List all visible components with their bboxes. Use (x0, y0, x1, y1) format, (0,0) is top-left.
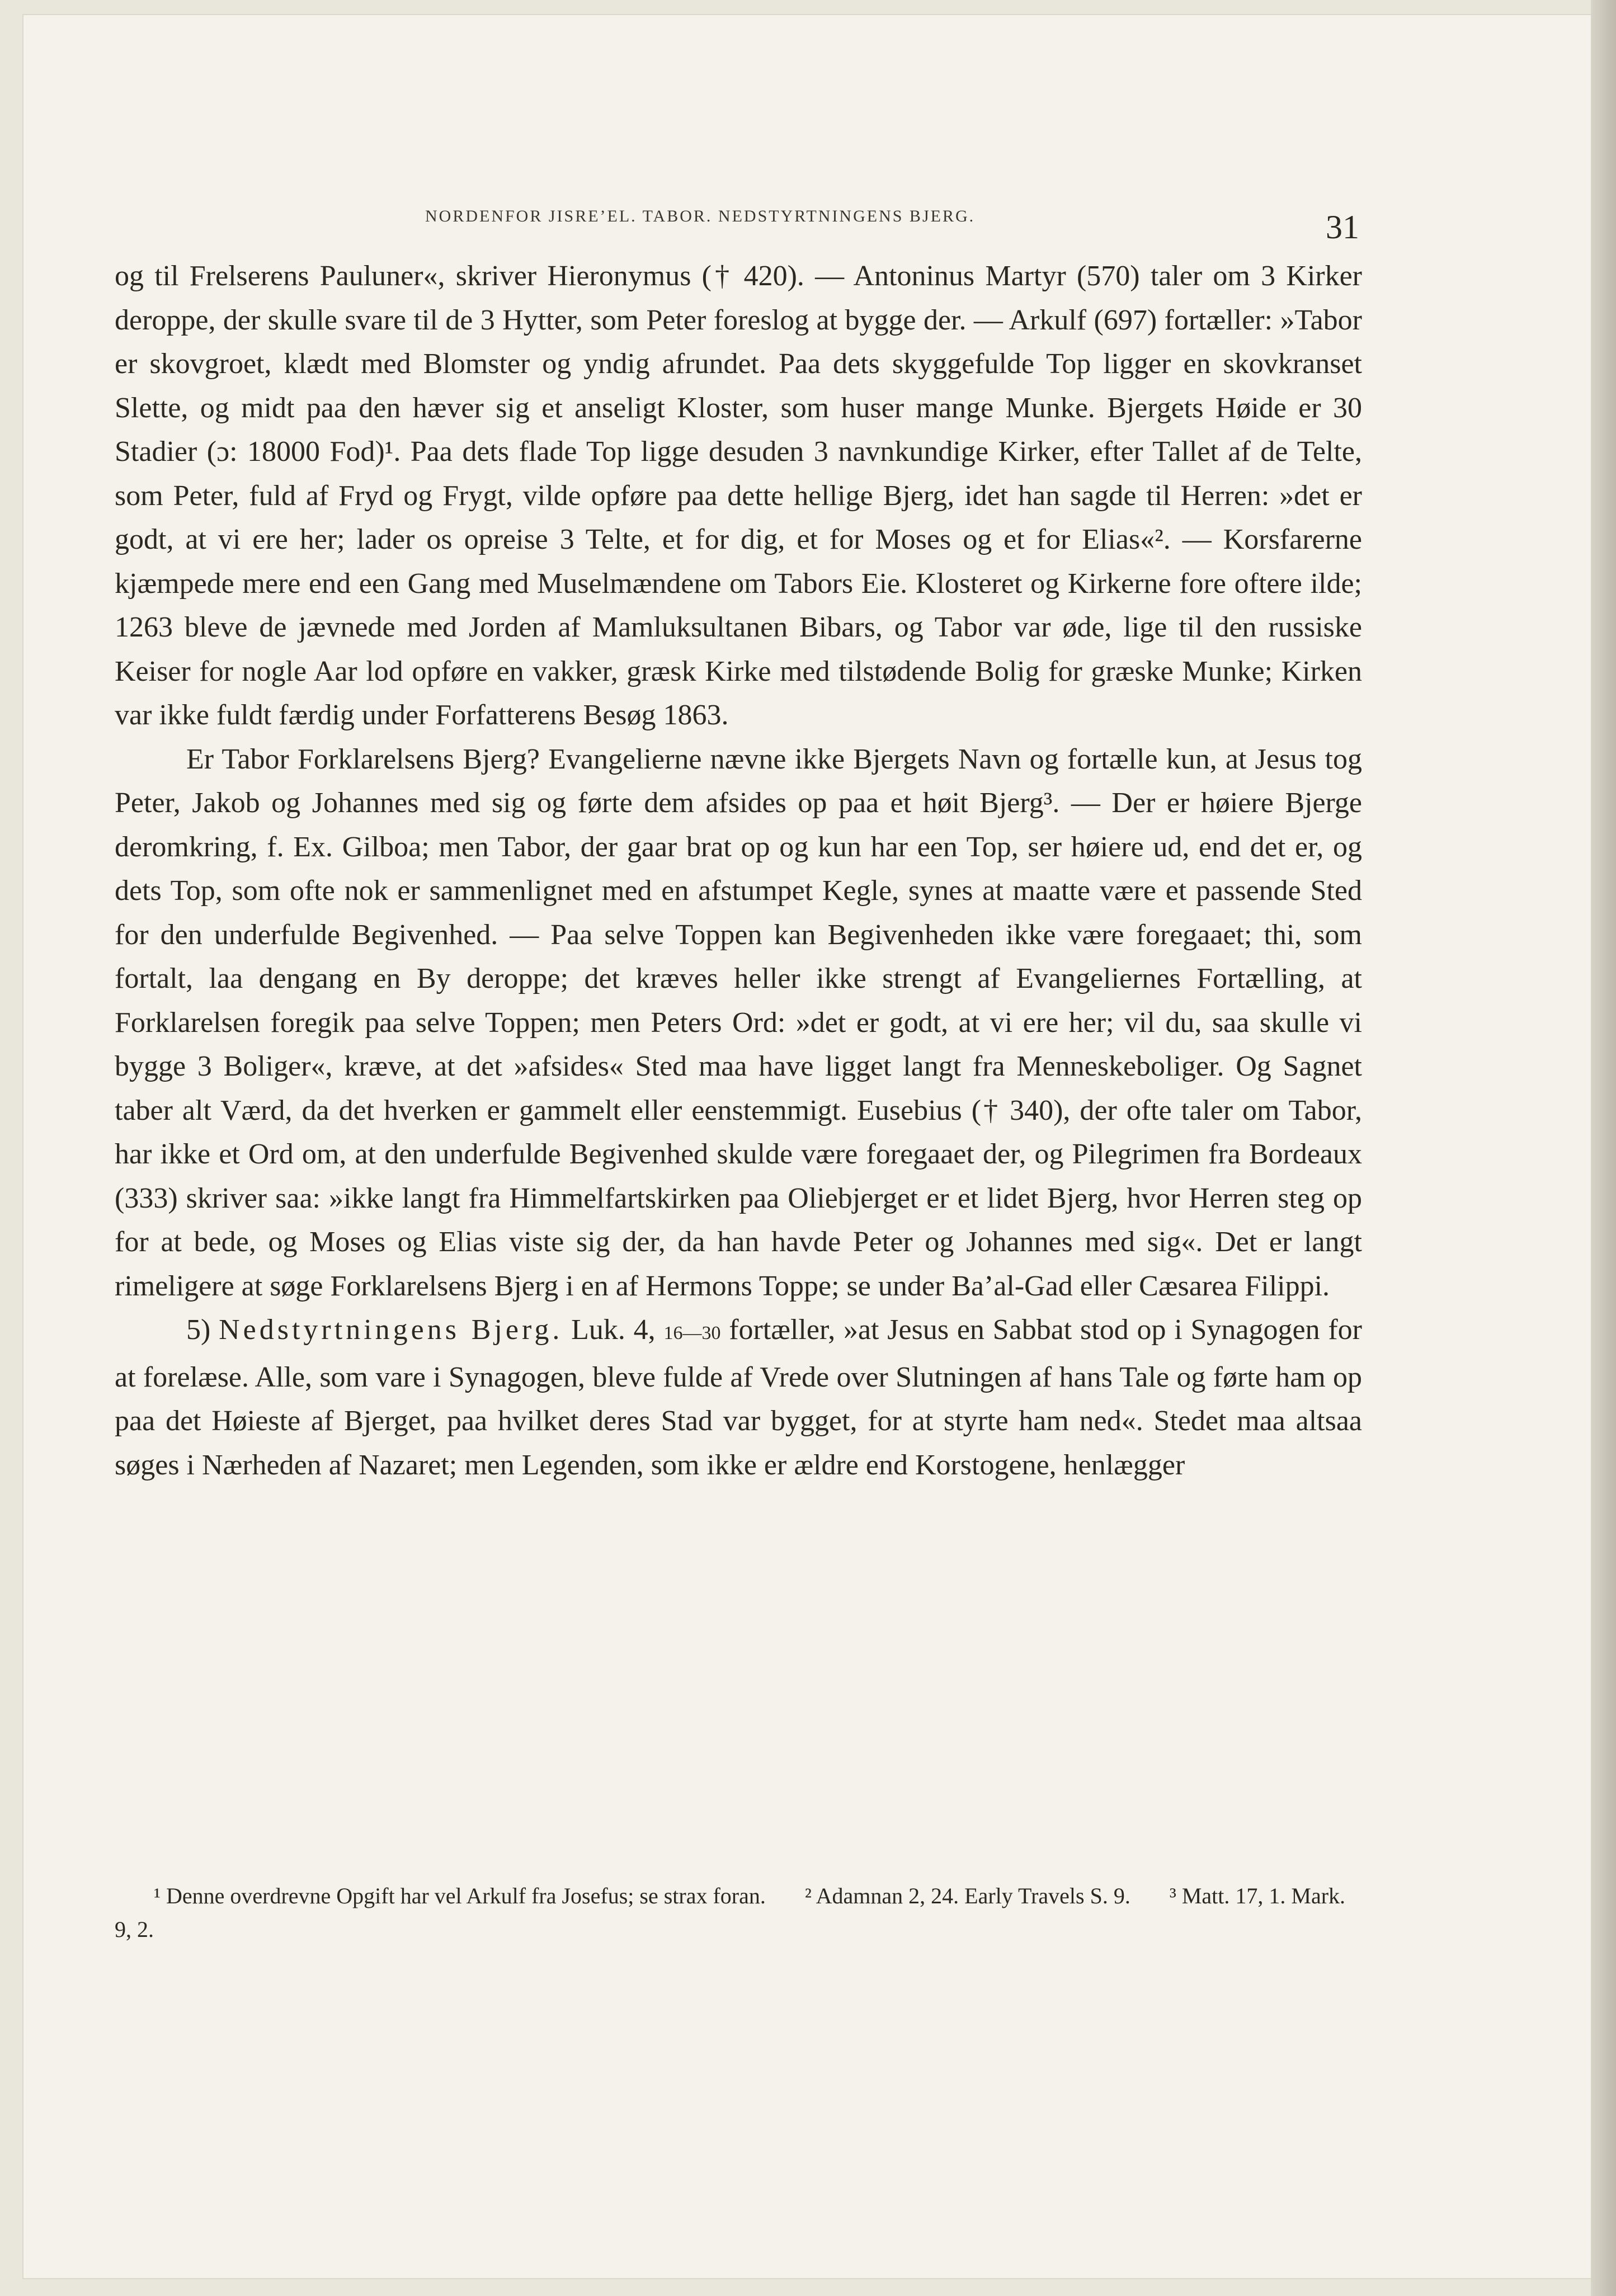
paragraph-1: og til Frelserens Pauluner«, skriver Hieronymus († 420). — Antoninus Martyr (570) taler om 3 Kirker deroppe, der skulle svare til de 3 Hytter, som Peter foreslog at bygge der. — Arkulf (697) fortæller: »Tabor er skovgroet, klædt med Blomster og yndig afrundet. Paa dets skyggefulde Top ligger en skovkranset Slette, og midt paa den hæver sig et anseligt Kloster, som huser mange Munke. Bjergets Høide er 30 Stadier (ɔ: 18000 Fod)¹. Paa dets flade Top ligge desuden 3 navnkundige Kirker, efter Tallet af de Telte, som Peter, fuld af Fryd og Frygt, vilde opføre paa dette hellige Bjerg, idet han sagde til Herren: »det er godt, at vi ere her; lader os opreise 3 Telte, et for dig, et for Moses og et for Elias«². — Korsfarerne kjæmpede mere end een Gang med Muselmændene om Tabors Eie. Klosteret og Kirkerne fore oftere ilde; 1263 bleve de jævnede med Jorden af Mamluksultanen Bibars, og Tabor var øde, lige til den russiske Keiser for nogle Aar lod opføre en vakker, græsk Kirke med tilstødende Bolig for græske Munke; Kirken var ikke fuldt færdig under Forfatterens Besøg 1863. (115, 260, 1362, 731)
scripture-verses: 16—30 (663, 1323, 721, 1343)
footnote-1: ¹ Denne overdrevne Opgift har vel Arkulf fra Josefus; se strax foran. (154, 1883, 766, 1908)
footnote-2: ² Adamnan 2, 24. Early Travels S. 9. (804, 1883, 1130, 1908)
section-heading: Nedstyrtningens Bjerg. (219, 1314, 563, 1346)
paragraph-3-text: fortæller, »at Jesus en Sabbat stod op i Synagogen for at forelæse. Alle, som vare i Synagogen, bleve fulde af Vrede over Slutningen af hans Tale og førte ham op paa det Høieste af Bjerget, paa hvilket deres Stad var bygget, for at styrte ham ned«. Stedet maa altsaa søges i Nærheden af Nazaret; men Legenden, som ikke er ældre end Korstogene, henlægger (115, 1314, 1362, 1481)
footnotes (115, 1879, 1362, 1946)
page-number: 31 (1326, 209, 1359, 246)
body-text (115, 254, 1362, 1487)
paragraph-3 (115, 1308, 1362, 1487)
scripture-book: Luk. 4, (571, 1314, 656, 1346)
footnote-3: ³ Matt. 17, 1. Mark. 9, 2. (115, 1883, 1346, 1942)
paragraph-2: Er Tabor Forklarelsens Bjerg? Evangelierne nævne ikke Bjergets Navn og fortælle kun, at Jesus tog Peter, Jakob og Johannes med sig og førte dem afsides op paa et høit Bjerg³. — Der er høiere Bjerge deromkring, f. Ex. Gilboa; men Tabor, der gaar brat op og kun har een Top, ser høiere ud, end det er, og dets Top, som ofte nok er sammenlignet med en afstumpet Kegle, synes at maatte være et passende Sted for den underfulde Begivenhed. — Paa selve Toppen kan Begivenheden ikke være foregaaet; thi, som fortalt, laa dengang en By deroppe; det kræves heller ikke strengt af Evangeliernes Fortælling, at Forklarelsen foregik paa selve Toppen; men Peters Ord: »det er godt, at vi ere her; vil du, saa skulle vi bygge 3 Boliger«, kræve, at det »afsides« Sted maa have ligget langt fra Menneskeboliger. Og Sagnet taber alt Værd, da det hverken er gammelt eller eenstemmigt. Eusebius († 340), der ofte taler om Tabor, har ikke et Ord om, at den underfulde Begivenhed skulde være foregaaet der, og Pilegrimen fra Bordeaux (333) skriver saa: »ikke langt fra Himmelfartskirken paa Oliebjerget er et lidet Bjerg, hvor Herren steg op for at bede, og Moses og Elias viste sig der, da han havde Peter og Johannes med sig«. Det er langt rimeligere at søge Forklarelsens Bjerg i en af Hermons Toppe; se under Ba’al-Gad eller Cæsarea Filippi. (115, 743, 1362, 1302)
section-number: 5) (186, 1314, 211, 1346)
footnote-line (115, 1879, 1362, 1946)
page-edge (1591, 0, 1616, 2296)
running-header: NORDENFOR JISRE’EL. TABOR. NEDSTYRTNINGENS BJERG. (425, 207, 976, 225)
